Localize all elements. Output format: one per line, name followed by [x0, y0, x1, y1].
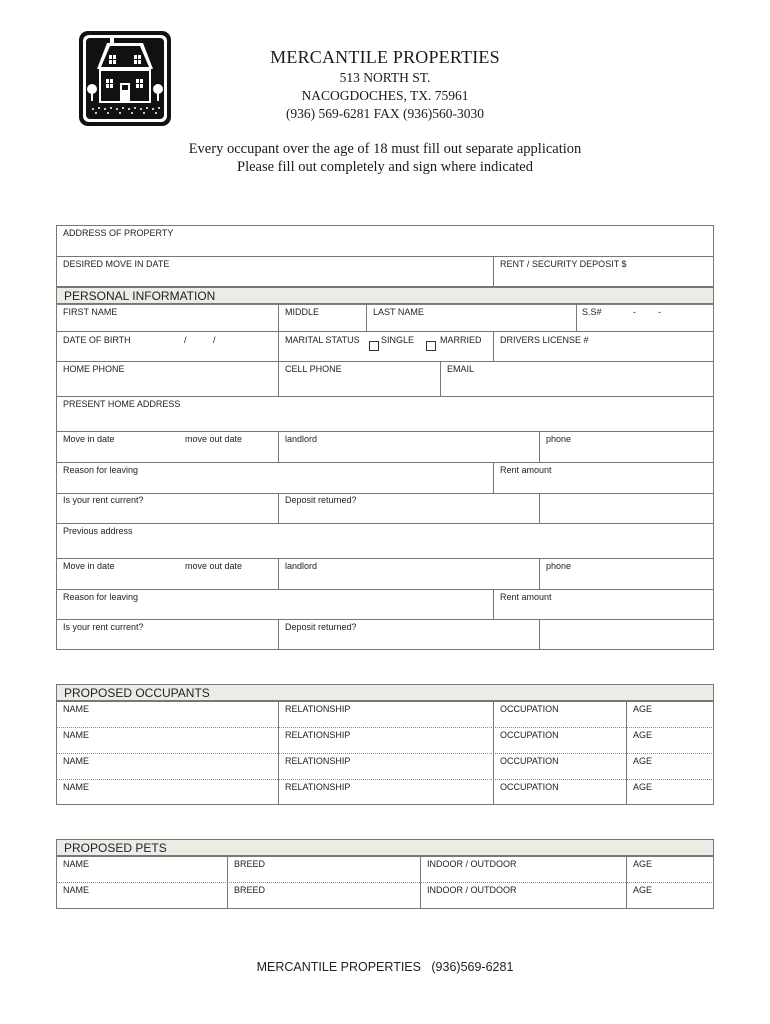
dob-slash-2: / [213, 335, 216, 345]
notice-line-2: Please fill out completely and sign where indicated [237, 159, 533, 175]
rent-security-deposit-field[interactable]: RENT / SECURITY DEPOSIT $ [500, 259, 627, 269]
previous-move-out-date-field[interactable]: move out date [185, 561, 243, 571]
occupant-3-relationship-field[interactable]: RELATIONSHIP [285, 756, 351, 766]
notice-line-1: Every occupant over the age of 18 must fill out separate application [188, 141, 582, 157]
desired-move-in-date-field[interactable]: DESIRED MOVE IN DATE [63, 259, 170, 269]
occupant-4-age-field[interactable]: AGE [633, 782, 653, 792]
personal-information-box [56, 304, 714, 650]
date-of-birth-field[interactable]: DATE OF BIRTH [63, 335, 131, 345]
proposed-pets-heading: PROPOSED PETS [56, 839, 714, 856]
pet-1-name-field[interactable]: NAME [63, 859, 90, 869]
middle-name-field[interactable]: MIDDLE [285, 307, 320, 317]
occupant-4-relationship-field[interactable]: RELATIONSHIP [285, 782, 351, 792]
present-rent-current-field[interactable]: Is your rent current? [63, 495, 144, 505]
present-reason-for-leaving-field[interactable]: Reason for leaving [63, 465, 139, 475]
ssn-field[interactable]: S.S# [582, 307, 602, 317]
home-phone-field[interactable]: HOME PHONE [63, 364, 125, 374]
occupant-1-name-field[interactable]: NAME [63, 704, 90, 714]
present-landlord-field[interactable]: landlord [285, 434, 318, 444]
pet-2-breed-field[interactable]: BREED [234, 885, 266, 895]
occupant-1-age-field[interactable]: AGE [633, 704, 653, 714]
personal-information-heading: PERSONAL INFORMATION [56, 287, 714, 304]
occupant-3-occupation-field[interactable]: OCCUPATION [500, 756, 559, 766]
email-field[interactable]: EMAIL [447, 364, 475, 374]
previous-rent-amount-field[interactable]: Rent amount [500, 592, 552, 602]
previous-reason-for-leaving-field[interactable]: Reason for leaving [63, 592, 139, 602]
company-name: MERCANTILE PROPERTIES [270, 47, 500, 67]
pet-1-indoor-outdoor-field[interactable]: INDOOR / OUTDOOR [427, 859, 517, 869]
occupant-2-occupation-field[interactable]: OCCUPATION [500, 730, 559, 740]
present-move-in-date-field[interactable]: Move in date [63, 434, 115, 444]
married-checkbox[interactable] [426, 341, 436, 351]
ssn-dash-1: - [633, 307, 636, 317]
present-rent-amount-field[interactable]: Rent amount [500, 465, 552, 475]
pet-2-indoor-outdoor-field[interactable]: INDOOR / OUTDOOR [427, 885, 517, 895]
single-label: SINGLE [381, 335, 415, 345]
marital-status-label: MARITAL STATUS [285, 335, 360, 345]
first-name-field[interactable]: FIRST NAME [63, 307, 118, 317]
occupant-2-name-field[interactable]: NAME [63, 730, 90, 740]
occupant-4-occupation-field[interactable]: OCCUPATION [500, 782, 559, 792]
previous-landlord-field[interactable]: landlord [285, 561, 318, 571]
occupant-2-relationship-field[interactable]: RELATIONSHIP [285, 730, 351, 740]
pet-2-name-field[interactable]: NAME [63, 885, 90, 895]
drivers-license-field[interactable]: DRIVERS LICENSE # [500, 335, 589, 345]
company-phone-fax: (936) 569-6281 FAX (936)560-3030 [285, 106, 485, 121]
present-deposit-returned-field[interactable]: Deposit returned? [285, 495, 357, 505]
company-street: 513 NORTH ST. [339, 70, 431, 85]
pet-1-breed-field[interactable]: BREED [234, 859, 266, 869]
present-move-out-date-field[interactable]: move out date [185, 434, 243, 444]
previous-move-in-date-field[interactable]: Move in date [63, 561, 115, 571]
occupant-2-age-field[interactable]: AGE [633, 730, 653, 740]
occupant-1-relationship-field[interactable]: RELATIONSHIP [285, 704, 351, 714]
previous-address-field[interactable]: Previous address [63, 526, 133, 536]
last-name-field[interactable]: LAST NAME [373, 307, 424, 317]
ssn-dash-2: - [658, 307, 661, 317]
cell-phone-field[interactable]: CELL PHONE [285, 364, 342, 374]
proposed-occupants-heading: PROPOSED OCCUPANTS [56, 684, 714, 701]
company-city: NACOGDOCHES, TX. 75961 [301, 88, 469, 103]
occupant-3-name-field[interactable]: NAME [63, 756, 90, 766]
pet-2-age-field[interactable]: AGE [633, 885, 653, 895]
occupant-3-age-field[interactable]: AGE [633, 756, 653, 766]
married-label: MARRIED [440, 335, 482, 345]
previous-deposit-returned-field[interactable]: Deposit returned? [285, 622, 357, 632]
footer-text: MERCANTILE PROPERTIES (936)569-6281 [256, 960, 514, 974]
occupant-1-occupation-field[interactable]: OCCUPATION [500, 704, 559, 714]
address-of-property-field[interactable]: ADDRESS OF PROPERTY [63, 228, 174, 238]
previous-landlord-phone-field[interactable]: phone [546, 561, 572, 571]
single-checkbox[interactable] [369, 341, 379, 351]
present-landlord-phone-field[interactable]: phone [546, 434, 572, 444]
previous-rent-current-field[interactable]: Is your rent current? [63, 622, 144, 632]
dob-slash-1: / [184, 335, 187, 345]
present-home-address-field[interactable]: PRESENT HOME ADDRESS [63, 399, 181, 409]
pet-1-age-field[interactable]: AGE [633, 859, 653, 869]
occupant-4-name-field[interactable]: NAME [63, 782, 90, 792]
